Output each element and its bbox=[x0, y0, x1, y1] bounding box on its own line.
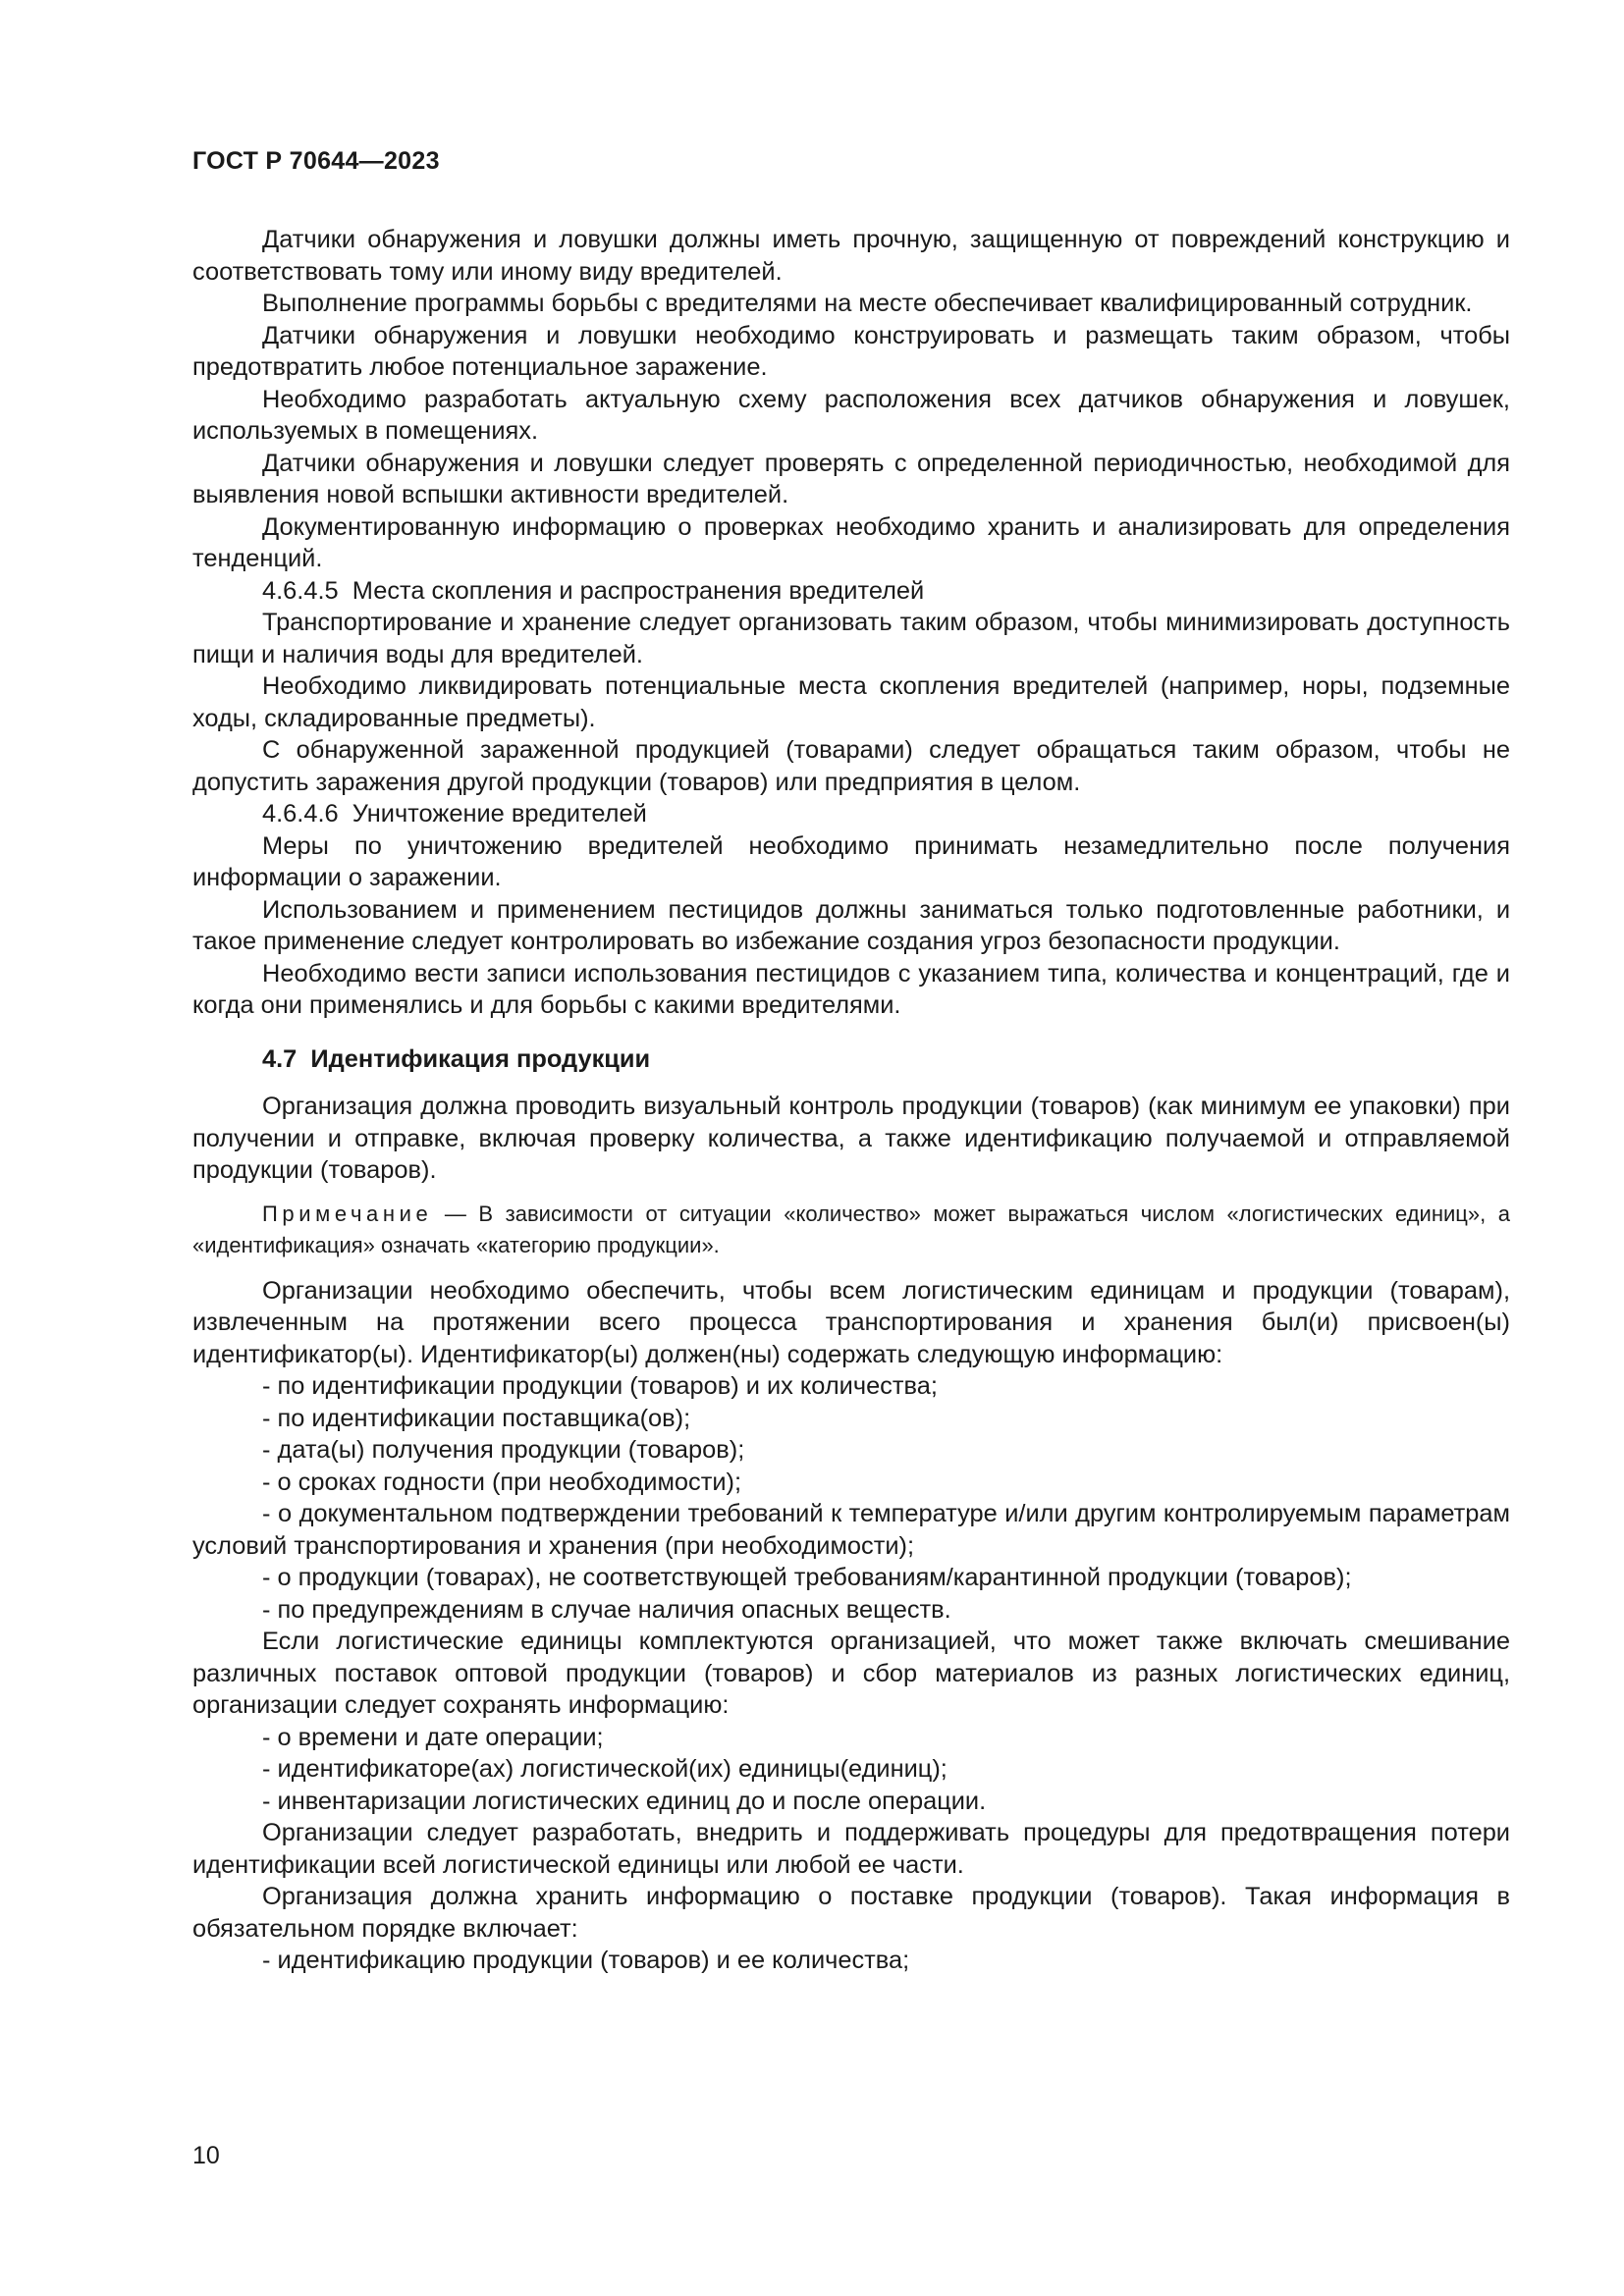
subsection-heading-4-6-4-5: 4.6.4.5 Места скопления и распространения вредителей bbox=[262, 576, 925, 605]
paragraph: Датчики обнаружения и ловушки должны иметь прочную, защищенную от повреждений конструкцию и соответствовать тому или иному виду вредителей. bbox=[192, 226, 1510, 286]
paragraph: Если логистические единицы комплектуются организацией, что может также включать смешивание различных поставок оптовой продукции (товаров) и сбор материалов из разных логистических единиц, организации следует сохранять информацию: bbox=[192, 1628, 1510, 1719]
paragraph: Организации необходимо обеспечить, чтобы всем логистическим единицам и продукции (товарам), извлеченным на протяжении всего процесса транспортирования и хранения был(и) присвоен(ы) идентификатор(ы). Идентификатор(ы) должен(ны) содержать следующую информацию: bbox=[192, 1276, 1510, 1368]
note-label: Примечание bbox=[262, 1201, 433, 1226]
section-heading-4-7: 4.7 Идентификация продукции bbox=[262, 1044, 651, 1073]
paragraph: С обнаруженной зараженной продукцией (товарами) следует обращаться таким образом, чтобы не допустить заражения другой продукции (товаров) или предприятия в целом. bbox=[192, 736, 1510, 796]
paragraph: Необходимо вести записи использования пестицидов с указанием типа, количества и концентраций, где и когда они применялись и для борьбы с какими вредителями. bbox=[192, 959, 1510, 1019]
note bbox=[192, 1199, 1510, 1261]
list-item: - о продукции (товарах), не соответствующей требованиям/карантинной продукции (товаров); bbox=[262, 1564, 1352, 1591]
paragraph: Меры по уничтожению вредителей необходимо принимать незамедлительно после получения информации о заражении. bbox=[192, 831, 1510, 891]
list-item: - по идентификации поставщика(ов); bbox=[262, 1404, 691, 1432]
paragraph: Организация должна проводить визуальный контроль продукции (товаров) (как минимум ее упаковки) при получении и отправке, включая проверку количества, а также идентификацию получаемой и отправляемой продукции (товаров). bbox=[192, 1093, 1510, 1184]
page-number: 10 bbox=[192, 2142, 220, 2169]
paragraph: Датчики обнаружения и ловушки следует проверять с определенной периодичностью, необходимой для выявления новой вспышки активности вредителей. bbox=[192, 449, 1510, 508]
subsection-heading-4-6-4-6: 4.6.4.6 Уничтожение вредителей bbox=[262, 800, 647, 828]
paragraph: Транспортирование и хранение следует организовать таким образом, чтобы минимизировать доступность пищи и наличия воды для вредителей. bbox=[192, 609, 1510, 668]
paragraph: Необходимо ликвидировать потенциальные места скопления вредителей (например, норы, подземные ходы, складированные предметы). bbox=[192, 672, 1510, 732]
list-item: - о времени и дате операции; bbox=[262, 1723, 604, 1751]
list-item: - о сроках годности (при необходимости); bbox=[262, 1468, 742, 1496]
note-text: — В зависимости от ситуации «количество» может выражаться числом «логистических единиц», а «идентификация» означать «категорию продукции». bbox=[192, 1201, 1510, 1257]
list-item: - по предупреждениям в случае наличия опасных веществ. bbox=[262, 1595, 951, 1624]
paragraph: Использованием и применением пестицидов должны заниматься только подготовленные работники, и такое применение следует контролировать во избежание создания угроз безопасности продукции. bbox=[192, 895, 1510, 955]
list-item: - о документальном подтверждении требований к температуре и/или другим контролируемым параметрам условий транспортирования и хранения (при необходимости); bbox=[192, 1500, 1510, 1560]
list-item: - инвентаризации логистических единиц до и после операции. bbox=[262, 1787, 987, 1815]
list-item: - дата(ы) получения продукции (товаров); bbox=[262, 1436, 745, 1464]
list-item: - идентификаторе(ах) логистической(их) единицы(единиц); bbox=[262, 1755, 947, 1783]
standard-header: ГОСТ Р 70644—2023 bbox=[192, 147, 440, 175]
list-item: - идентификацию продукции (товаров) и ее количества; bbox=[262, 1947, 910, 1974]
document-body bbox=[192, 224, 1510, 1977]
paragraph: Организации следует разработать, внедрить и поддерживать процедуры для предотвращения потери идентификации всей логистической единицы или любой ее части. bbox=[192, 1819, 1510, 1879]
paragraph: Организация должна хранить информацию о поставке продукции (товаров). Такая информация в обязательном порядке включает: bbox=[192, 1883, 1510, 1943]
paragraph: Документированную информацию о проверках необходимо хранить и анализировать для определения тенденций. bbox=[192, 512, 1510, 572]
list-item: - по идентификации продукции (товаров) и их количества; bbox=[262, 1372, 938, 1400]
paragraph: Датчики обнаружения и ловушки необходимо конструировать и размещать таким образом, чтобы предотвратить любое потенциальное заражение. bbox=[192, 321, 1510, 381]
paragraph: Выполнение программы борьбы с вредителями на месте обеспечивает квалифицированный сотрудник. bbox=[262, 290, 1473, 317]
paragraph: Необходимо разработать актуальную схему расположения всех датчиков обнаружения и ловушек, используемых в помещениях. bbox=[192, 385, 1510, 445]
